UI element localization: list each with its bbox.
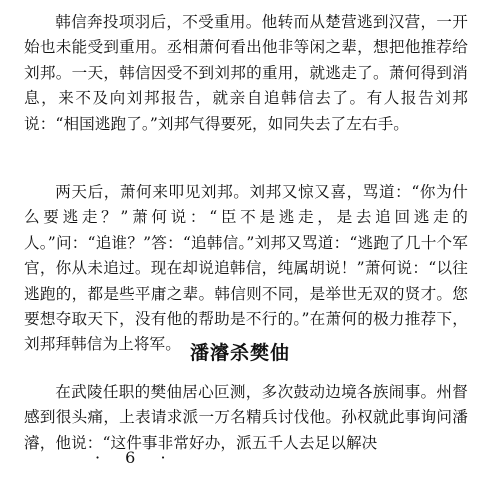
section-heading: 潘濬杀樊伷 xyxy=(189,342,290,364)
page-number: · 6 · xyxy=(95,448,176,467)
story-paragraph-3: 在武陵任职的樊伷居心叵测，多次鼓动边境各族闹事。州督感到很头痛，上表请求派一万名精兵讨伐他。孙权就此事询问潘濬，他说：“这件事非常好办，派五千人去足以解决 xyxy=(24,383,468,452)
story-paragraph-1: 韩信奔投项羽后，不受重用。他转而从楚营逃到汉营，一开始也未能受到重用。丞相萧何看出他非等闲之辈，想把他推荐给刘邦。一天，韩信因受不到刘邦的重用，就逃走了。萧何得到消息，来不及向刘邦报告，就亲自追韩信去了。有人报告刘邦说：“相国逃跑了。”刘邦气得要死，如同失去了左右手。 xyxy=(24,13,468,133)
story-paragraph-2: 两天后，萧何来叩见刘邦。刘邦又惊又喜，骂道：“你为什么要逃走？”萧何说：“臣不是逃走，是去追回逃走的人。”问：“追谁？”答：“追韩信。”刘邦又骂道：“逃跑了几十个军官，你从未追过。现在却说追韩信，纯属胡说！”萧何说：“以往逃跑的，都是些平庸之辈。韩信则不同，是举世无双的贤才。您要想夺取天下，没有他的帮助是不行的。”在萧何的极力推荐下，刘邦拜韩信为上将军。 xyxy=(24,183,468,354)
